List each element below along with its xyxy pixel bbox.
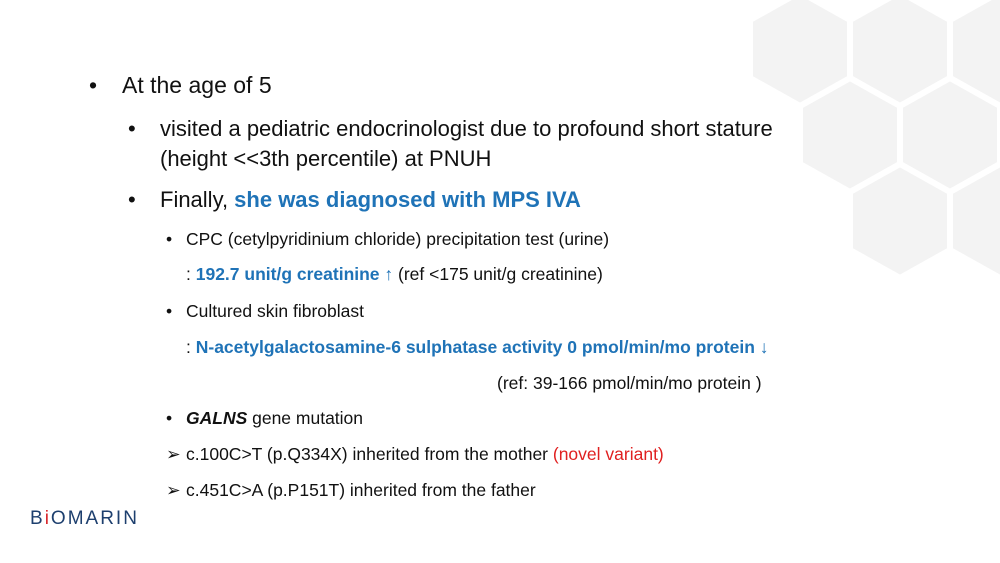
galns-suffix: gene mutation bbox=[247, 408, 364, 428]
fibroblast-prefix: : bbox=[186, 337, 196, 357]
novel-variant-note: (novel variant) bbox=[552, 444, 664, 464]
diagnosis-highlight: she was diagnosed with MPS IVA bbox=[234, 187, 581, 212]
fibroblast-label: Cultured skin fibroblast bbox=[186, 301, 364, 321]
diagnosis-text bbox=[160, 187, 581, 213]
mutation-mother-text: c.100C>T (p.Q334X) inherited from the mother bbox=[186, 444, 553, 464]
cpc-result bbox=[186, 264, 603, 285]
cpc-value: 192.7 unit/g creatinine ↑ bbox=[195, 264, 394, 284]
galns-mutation bbox=[186, 408, 363, 429]
visit-text-line1: visited a pediatric endocrinologist due to profound short stature bbox=[160, 116, 773, 141]
fibroblast-ref: (ref: 39-166 pmol/min/mo protein ) bbox=[497, 373, 762, 393]
fibroblast-value: N-acetylgalactosamine-6 sulphatase activity 0 pmol/min/mo protein ↓ bbox=[195, 337, 769, 357]
bullet-dot: • bbox=[166, 408, 173, 428]
bullet-dot: • bbox=[128, 187, 136, 212]
galns-gene-name: GALNS bbox=[186, 408, 248, 428]
diagnosis-prefix: Finally, bbox=[160, 187, 235, 212]
mutation-father: c.451C>A (p.P151T) inherited from the father bbox=[186, 480, 536, 500]
logo-dot: i bbox=[44, 508, 51, 529]
bullet-dot: • bbox=[166, 301, 173, 321]
bullet-dot: • bbox=[166, 229, 173, 249]
cpc-test-label: CPC (cetylpyridinium chloride) precipitation test (urine) bbox=[186, 229, 610, 249]
fibroblast-result bbox=[186, 337, 769, 358]
cpc-ref: (ref <175 unit/g creatinine) bbox=[393, 264, 603, 284]
heading-age: At the age of 5 bbox=[122, 72, 272, 98]
bullet-dot: • bbox=[128, 116, 136, 141]
arrow-bullet-icon: ➢ bbox=[166, 480, 181, 500]
mutation-mother bbox=[186, 444, 664, 465]
bullet-dot: • bbox=[89, 72, 98, 98]
biomarin-logo bbox=[30, 508, 139, 530]
logo-part1: B bbox=[30, 508, 45, 529]
logo-part2: OMARIN bbox=[50, 508, 139, 529]
cpc-prefix: : bbox=[186, 264, 196, 284]
arrow-bullet-icon: ➢ bbox=[166, 444, 181, 464]
visit-text-line2: (height <<3th percentile) at PNUH bbox=[160, 146, 492, 171]
